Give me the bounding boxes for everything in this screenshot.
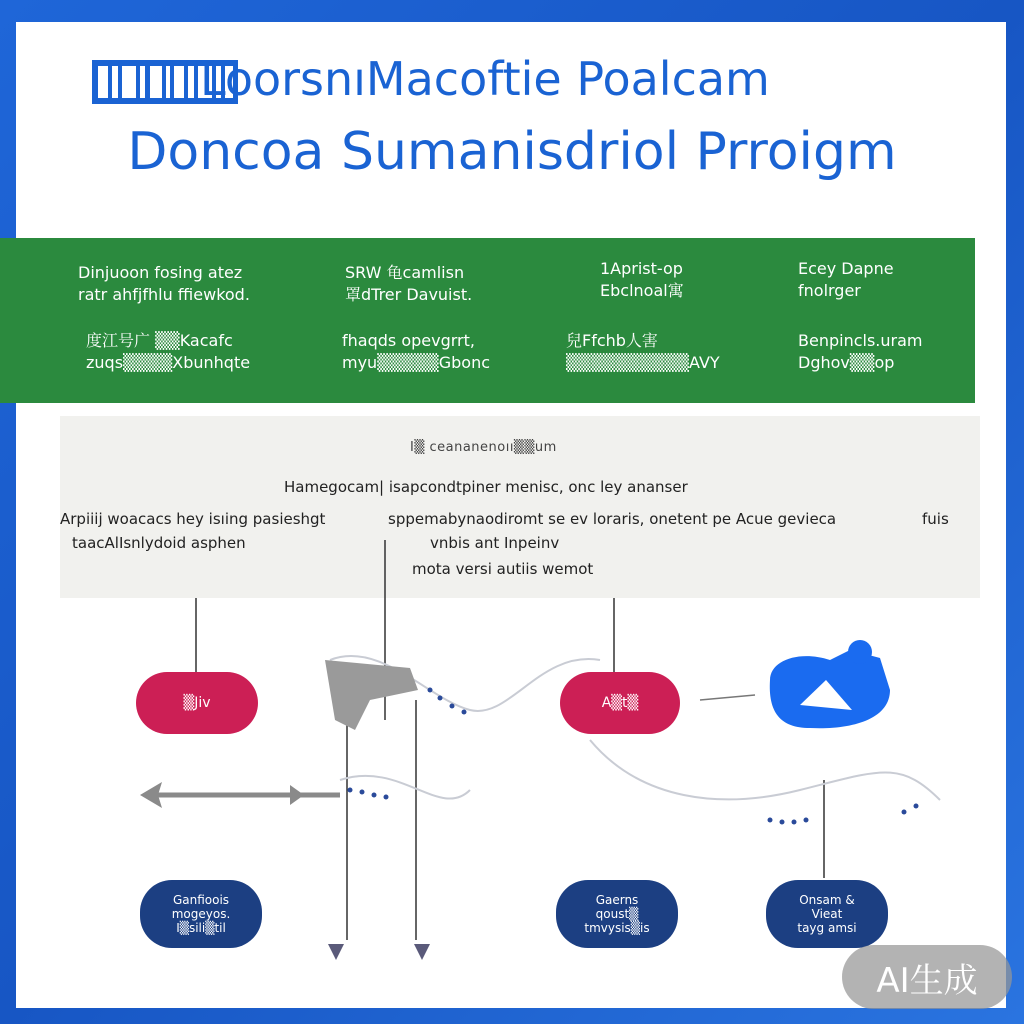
node-label: ▒Jiv	[183, 695, 211, 711]
band-cell-text: fnolrger	[798, 281, 861, 300]
panel-line: Hamegocam| isapcondtpiner menisc, onc ley ananser	[284, 478, 688, 496]
band-cell-text: 兒Ffchb人害	[566, 331, 658, 350]
band-cell-text: ▒▒▒▒▒▒▒▒▒▒AVY	[566, 353, 720, 372]
title-line-2: Doncoa Sumanisdriol Prroigm	[127, 122, 897, 182]
node-label: I▒sili▒til	[176, 921, 226, 935]
marker-triangle-icon	[414, 944, 430, 960]
node-label: qoust▒	[595, 907, 639, 921]
node-navy-mid	[556, 880, 678, 948]
band-cell-text: Ecey Dapne	[798, 259, 894, 278]
panel-left-line: Arpiiij woacacs hey isıing pasieshgt	[60, 510, 326, 528]
title-line-1: LoorsnıMacoftie Poalcam	[200, 52, 770, 106]
node-red-left	[136, 672, 258, 734]
flow-curve	[590, 740, 940, 800]
node-label: mogeyos.	[171, 907, 231, 921]
node-label: Onsam &	[799, 893, 855, 907]
node-navy-right	[766, 880, 888, 948]
band-cell-text: myu▒▒▒▒▒Gbonc	[342, 353, 490, 372]
panel-heading: I▒ ceananenoıı▒▒um	[410, 440, 557, 455]
panel-mid-line: sppemabynaodiromt se ev loraris, onetent pe Acue gevieca	[388, 510, 837, 528]
panel-mid-line: mota versi autiis wemot	[412, 560, 594, 578]
panel-left-line: taacAlIsnlydoid asphen	[72, 534, 246, 552]
band-cell-text: Ebclnoal寓	[600, 281, 684, 300]
band-cell-text: Benpincls.uram	[798, 331, 923, 350]
flow-curve	[340, 776, 470, 799]
flow-link	[700, 695, 755, 700]
band-cell-text: 1Aprist-op	[600, 259, 683, 278]
band-cell-text: ratr ahfjfhlu ffiewkod.	[78, 285, 250, 304]
band-cell-text: SRW 龟camlisn	[345, 263, 465, 282]
band-cell-text: fhaqds opevgrrt,	[342, 331, 475, 350]
band-cell-text: zuqs▒▒▒▒Xbunhqte	[86, 353, 251, 372]
node-label: tayg amsi	[797, 921, 857, 935]
node-label: Vieat	[811, 907, 843, 921]
panel-mid-line: vnbis ant Inpeinv	[430, 534, 560, 552]
node-label: A▒t▒	[601, 695, 639, 711]
arrow-chevron-icon	[290, 785, 304, 805]
node-navy-left	[140, 880, 262, 948]
node-label: Ganfioois	[172, 893, 230, 907]
band-cell-text: 罩dTrer Davuist.	[345, 285, 473, 304]
band-cell-text: Dinjuoon fosing atez	[78, 263, 243, 282]
node-label: tmvysis▒is	[584, 921, 650, 935]
band-cell-text: 度江号广 ▒▒Kacafc	[86, 331, 233, 350]
blue-node-bulb	[848, 640, 872, 664]
node-label: Gaerns	[595, 893, 639, 907]
node-red-right	[560, 672, 680, 734]
marker-triangle-icon	[328, 944, 344, 960]
machine-arm-icon	[325, 660, 418, 730]
ai-generated-badge: AI生成	[842, 945, 1012, 1009]
band-cell-text: Dghov▒▒op	[798, 353, 895, 372]
panel-right-word: fuis	[922, 510, 949, 528]
